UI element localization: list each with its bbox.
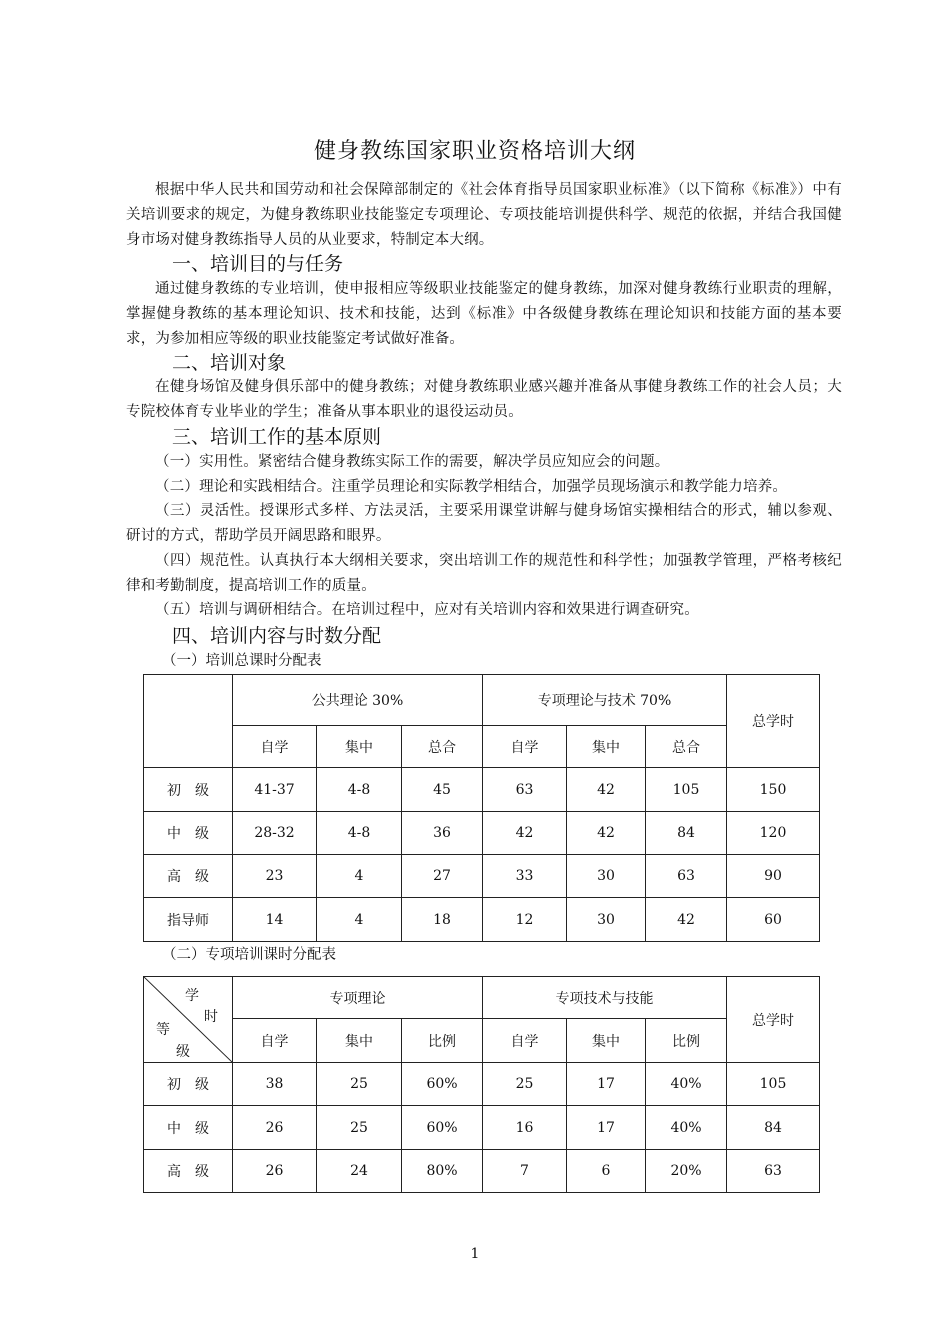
table2-group-skills: 专项技术与技能	[483, 977, 727, 1019]
table-row	[144, 898, 820, 942]
table-row	[144, 1106, 820, 1150]
section-2-paragraph: 在健身场馆及健身俱乐部中的健身教练；对健身教练职业感兴趣并准备从事健身教练工作的社会人员；大专院校体育专业毕业的学生；准备从事本职业的退役运动员。	[126, 379, 842, 420]
table2-caption: （二）专项培训课时分配表	[162, 947, 336, 963]
table-cell: 26	[233, 1150, 317, 1193]
table1-group-specialty: 专项理论与技术 70%	[483, 675, 727, 726]
table-cell: 84	[646, 812, 727, 855]
table-cell: 60	[727, 898, 820, 942]
table-cell: 25	[317, 1106, 402, 1150]
table1-corner-cell	[144, 675, 233, 768]
page-number: 1	[470, 1246, 480, 1262]
table-cell: 105	[727, 1063, 820, 1106]
row-level: 中 级	[144, 1106, 233, 1150]
principle-item-5: （五）培训与调研相结合。在培训过程中，应对有关培训内容和效果进行调查研究。	[155, 602, 699, 618]
table-cell: 4-8	[317, 768, 402, 812]
table-cell: 36	[402, 812, 483, 855]
table-cell: 38	[233, 1063, 317, 1106]
principle-item-3: （三）灵活性。授课形式多样、方法灵活，主要采用课堂讲解与健身场馆实操相结合的形式，辅以参观、研讨的方式，帮助学员开阔思路和眼界。	[126, 503, 842, 544]
section-heading-3: 三、培训工作的基本原则	[172, 426, 382, 448]
table-cell: 41-37	[233, 768, 317, 812]
table1-subheader: 集中	[567, 726, 646, 768]
document-title: 健身教练国家职业资格培训大纲	[313, 139, 636, 164]
table-cell: 63	[646, 855, 727, 898]
table-cell: 40%	[646, 1063, 727, 1106]
table1-subheader: 总合	[402, 726, 483, 768]
corner-label: 学	[185, 988, 199, 1004]
table2-total-header: 总学时	[727, 977, 820, 1063]
table-cell: 150	[727, 768, 820, 812]
table-cell: 28-32	[233, 812, 317, 855]
table-cell: 24	[317, 1150, 402, 1193]
table-cell: 30	[567, 898, 646, 942]
table-cell: 60%	[402, 1106, 483, 1150]
corner-label: 等	[156, 1022, 170, 1038]
table-cell: 23	[233, 855, 317, 898]
table-cell: 105	[646, 768, 727, 812]
table-cell: 25	[317, 1063, 402, 1106]
corner-label: 时	[204, 1009, 218, 1025]
table-cell: 33	[483, 855, 567, 898]
table-cell: 17	[567, 1063, 646, 1106]
table-cell: 42	[646, 898, 727, 942]
table-cell: 120	[727, 812, 820, 855]
table-cell: 16	[483, 1106, 567, 1150]
table2-group-theory: 专项理论	[233, 977, 483, 1019]
table2-subheader: 自学	[233, 1019, 317, 1063]
table1-subheader: 总合	[646, 726, 727, 768]
table1-caption: （一）培训总课时分配表	[162, 653, 322, 669]
table-cell: 25	[483, 1063, 567, 1106]
table-cell: 7	[483, 1150, 567, 1193]
table-cell: 45	[402, 768, 483, 812]
table1-subheader: 集中	[317, 726, 402, 768]
total-hours-table	[143, 674, 820, 942]
table-cell: 4	[317, 855, 402, 898]
table2-subheader: 集中	[567, 1019, 646, 1063]
table-row	[144, 1063, 820, 1106]
principle-item-4: （四）规范性。认真执行本大纲相关要求，突出培训工作的规范性和科学性；加强教学管理，严格考核纪律和考勤制度，提高培训工作的质量。	[126, 553, 842, 594]
table-row	[144, 855, 820, 898]
table1-subheader: 自学	[483, 726, 567, 768]
table-cell: 40%	[646, 1106, 727, 1150]
intro-paragraph: 根据中华人民共和国劳动和社会保障部制定的《社会体育指导员国家职业标准》（以下简称《标准》）中有关培训要求的规定，为健身教练职业技能鉴定专项理论、专项技能培训提供科学、规范的依据，并结合我国健身市场对健身教练指导人员的从业要求，特制定本大纲。	[126, 182, 842, 248]
section-1-paragraph: 通过健身教练的专业培训，使申报相应等级职业技能鉴定的健身教练，加深对健身教练行业职责的理解，掌握健身教练的基本理论知识、技术和技能，达到《标准》中各级健身教练在理论知识和技能方面的基本要求，为参加相应等级的职业技能鉴定考试做好准备。	[126, 281, 842, 347]
row-level: 中 级	[144, 812, 233, 855]
table1-group-public-theory: 公共理论 30%	[233, 675, 483, 726]
table-cell: 60%	[402, 1063, 483, 1106]
table-cell: 42	[483, 812, 567, 855]
table-cell: 12	[483, 898, 567, 942]
table1-total-header: 总学时	[727, 675, 820, 768]
principle-item-2: （二）理论和实践相结合。注重学员理论和实际教学相结合，加强学员现场演示和教学能力培养。	[155, 479, 788, 495]
row-level: 初 级	[144, 1063, 233, 1106]
table-cell: 90	[727, 855, 820, 898]
table-cell: 4	[317, 898, 402, 942]
table1-subheader: 自学	[233, 726, 317, 768]
section-heading-2: 二、培训对象	[172, 352, 287, 374]
row-level: 高 级	[144, 855, 233, 898]
table-cell: 80%	[402, 1150, 483, 1193]
table-cell: 6	[567, 1150, 646, 1193]
table2-subheader: 自学	[483, 1019, 567, 1063]
table-cell: 17	[567, 1106, 646, 1150]
row-level: 高 级	[144, 1150, 233, 1193]
table-cell: 18	[402, 898, 483, 942]
table2-subheader: 比例	[646, 1019, 727, 1063]
specialty-hours-table	[143, 976, 820, 1193]
table-cell: 30	[567, 855, 646, 898]
table-cell: 20%	[646, 1150, 727, 1193]
row-level: 初 级	[144, 768, 233, 812]
table-cell: 14	[233, 898, 317, 942]
table-row	[144, 1150, 820, 1193]
section-heading-1: 一、培训目的与任务	[172, 253, 344, 275]
table-cell: 42	[567, 768, 646, 812]
row-level: 指导师	[144, 898, 233, 942]
table2-subheader: 比例	[402, 1019, 483, 1063]
principle-item-1: （一）实用性。紧密结合健身教练实际工作的需要，解决学员应知应会的问题。	[155, 454, 670, 470]
table-cell: 4-8	[317, 812, 402, 855]
table-cell: 84	[727, 1106, 820, 1150]
table-cell: 42	[567, 812, 646, 855]
table-cell: 27	[402, 855, 483, 898]
table-row	[144, 768, 820, 812]
table-cell: 63	[483, 768, 567, 812]
table-row	[144, 812, 820, 855]
table2-corner-cell	[144, 977, 233, 1063]
section-heading-4: 四、培训内容与时数分配	[172, 625, 382, 647]
table2-subheader: 集中	[317, 1019, 402, 1063]
table-cell: 63	[727, 1150, 820, 1193]
corner-label: 级	[176, 1044, 190, 1060]
table-cell: 26	[233, 1106, 317, 1150]
